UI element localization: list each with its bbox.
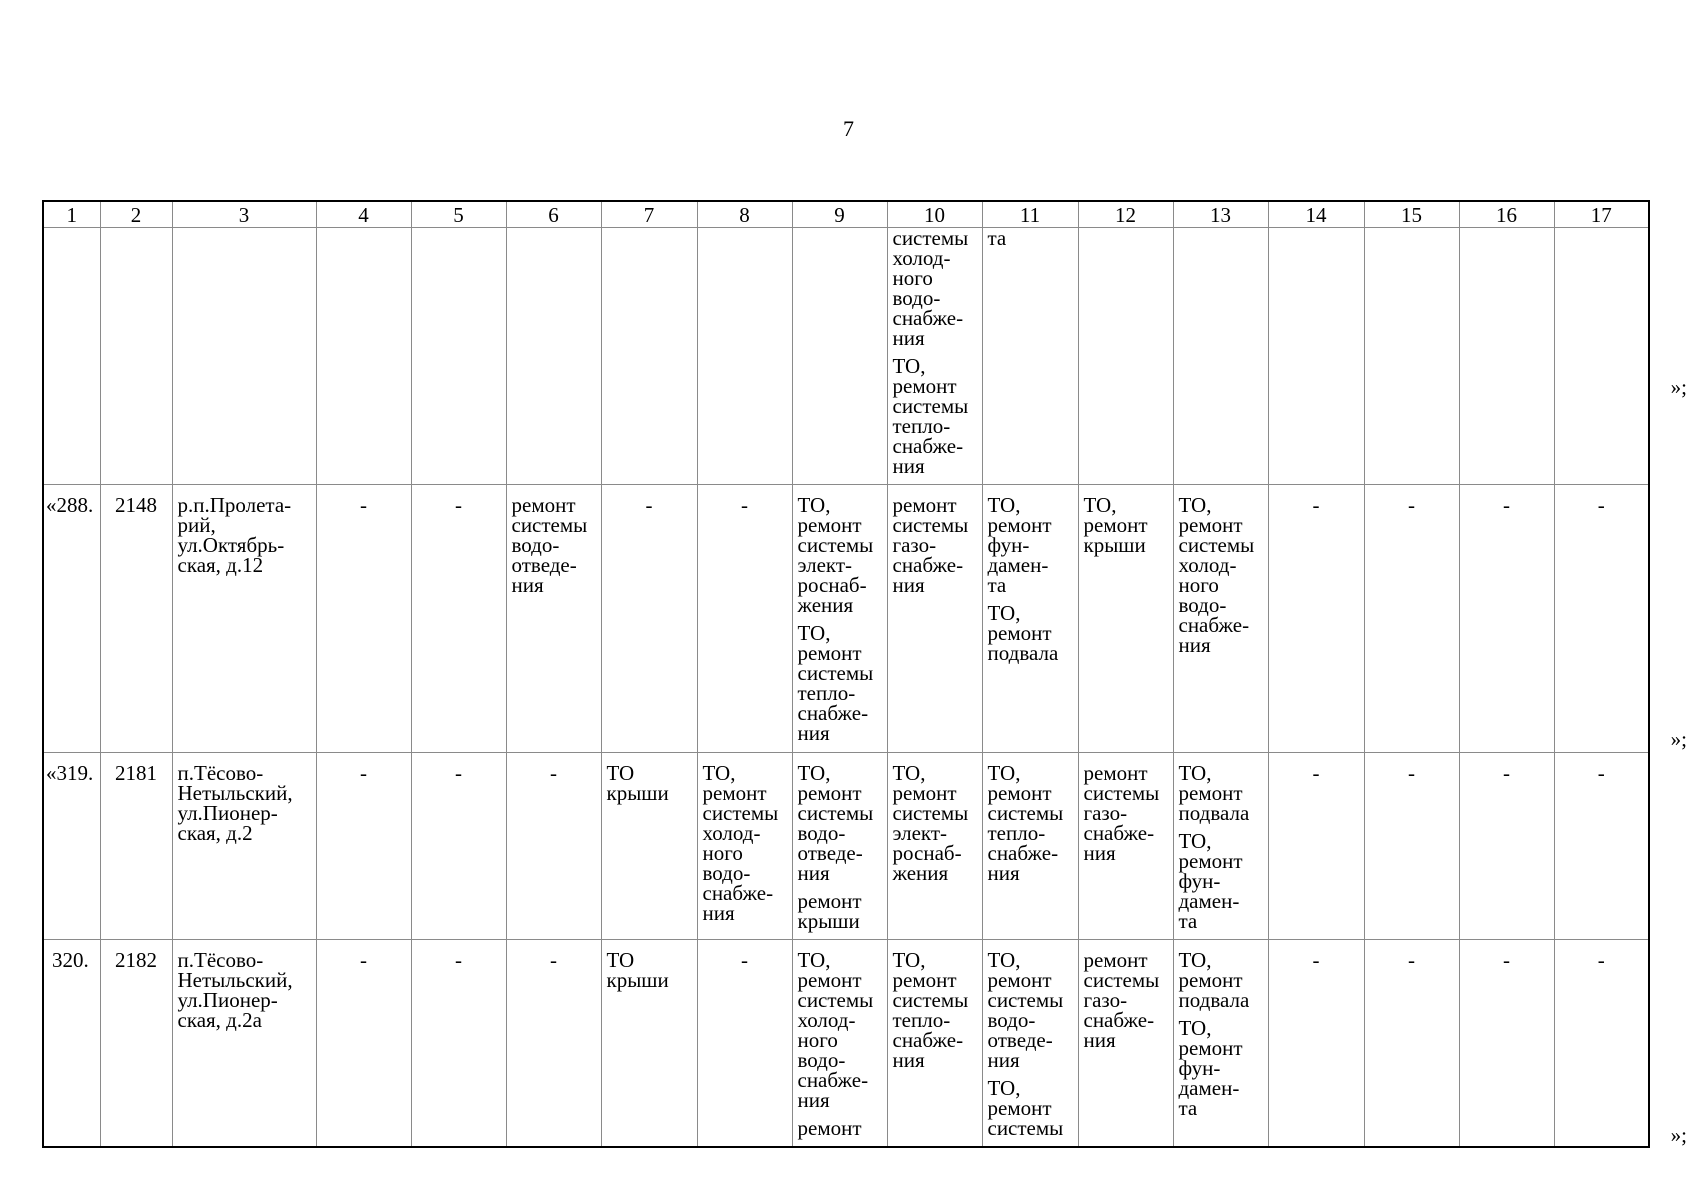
work-item <box>798 623 883 743</box>
work-item-line: ния <box>702 901 735 925</box>
work-item-line: ремонт <box>892 493 957 517</box>
work-item-line: снабже- <box>892 553 964 577</box>
work-item-line: системы <box>892 227 969 250</box>
column-number-row <box>43 201 1649 228</box>
cell-c10 <box>887 753 982 940</box>
work-item-line: газо- <box>1083 988 1128 1012</box>
work-item-line: ния <box>892 326 925 350</box>
work-item-line: системы <box>797 988 874 1012</box>
cell-c8 <box>697 228 792 485</box>
work-item-line: крыши <box>606 968 669 992</box>
work-item-line: ремонт <box>797 641 862 665</box>
work-item-line: крыши <box>606 781 669 805</box>
work-item-line: водо- <box>797 821 846 845</box>
work-item-line: ния <box>797 861 830 885</box>
work-item-line: ния <box>797 1088 830 1112</box>
cell-c7: - <box>601 485 697 753</box>
work-item-line: ТО, <box>702 761 736 785</box>
work-item-line: снабже- <box>797 1068 869 1092</box>
work-item-line: системы <box>797 661 874 685</box>
cell-c5: - <box>411 753 506 940</box>
work-item-line: ния <box>797 721 830 745</box>
column-number-1: 1 <box>43 201 100 228</box>
column-number-11: 11 <box>982 201 1078 228</box>
cell-c11 <box>982 753 1078 940</box>
column-number-14: 14 <box>1268 201 1364 228</box>
address-cell <box>172 228 316 485</box>
work-item-line: ремонт <box>797 781 862 805</box>
column-number-5: 5 <box>411 201 506 228</box>
cell-c11 <box>982 940 1078 1147</box>
work-item <box>988 228 1074 248</box>
work-item <box>988 495 1074 595</box>
table-row <box>43 228 1649 485</box>
work-item-line: ремонт <box>1178 968 1243 992</box>
work-item-line: системы <box>1178 533 1255 557</box>
work-item-line: тепло- <box>892 414 951 438</box>
work-item-line: отведе- <box>797 841 863 865</box>
closing-quote-mark: »; <box>1670 375 1687 399</box>
work-item-line: системы <box>1083 968 1160 992</box>
work-item-line: снабже- <box>892 1028 964 1052</box>
cell-c16: - <box>1459 485 1554 753</box>
cell-c6: - <box>506 940 601 1147</box>
cell-c7 <box>601 940 697 1147</box>
address-line: Нетыльский, <box>177 781 293 805</box>
work-item-line: та <box>987 227 1007 250</box>
work-item-line: снабже- <box>1083 821 1155 845</box>
table-row <box>43 485 1649 753</box>
cell-c7 <box>601 753 697 940</box>
work-item-line: крыши <box>1083 533 1146 557</box>
work-item <box>893 950 978 1070</box>
cell-c15: - <box>1364 753 1459 940</box>
work-item-line: снабже- <box>1178 613 1250 637</box>
cell-c4: - <box>316 485 411 753</box>
work-item-line: газо- <box>1083 801 1128 825</box>
cell-c6 <box>506 228 601 485</box>
address-line: р.п.Пролета- <box>177 493 292 517</box>
cell-c12 <box>1078 753 1173 940</box>
cell-c12 <box>1078 228 1173 485</box>
work-item <box>1084 495 1169 555</box>
work-item-line: ремонт <box>987 1096 1052 1120</box>
work-item-line: ремонт <box>797 889 862 913</box>
work-item-line: ремонт <box>1178 781 1243 805</box>
cell-c16: - <box>1459 940 1554 1147</box>
column-number-8: 8 <box>697 201 792 228</box>
work-item-line: ТО, <box>987 493 1021 517</box>
cell-c11 <box>982 485 1078 753</box>
work-item-line: ремонт <box>892 374 957 398</box>
cell-c12 <box>1078 485 1173 753</box>
work-item-line: ного <box>1178 573 1219 597</box>
works-table <box>42 200 1650 1148</box>
column-number-2: 2 <box>100 201 172 228</box>
work-item <box>607 950 693 990</box>
column-number-16: 16 <box>1459 201 1554 228</box>
work-item-line: дамен- <box>1178 889 1240 913</box>
object-code-cell <box>100 228 172 485</box>
work-item-line: ремонт <box>797 1116 862 1140</box>
work-item <box>1084 950 1169 1050</box>
work-item-line: водо- <box>511 533 560 557</box>
work-item <box>512 495 597 595</box>
work-item <box>798 1118 883 1138</box>
object-code-cell: 2148 <box>100 485 172 753</box>
work-item-line: снабже- <box>892 434 964 458</box>
work-item-line: ТО, <box>1178 1016 1212 1040</box>
work-item-line: ремонт <box>702 781 767 805</box>
address-line: рий, <box>177 513 216 537</box>
work-item-line: снабже- <box>1083 1008 1155 1032</box>
cell-c17 <box>1554 228 1649 485</box>
work-item-line: ния <box>1083 841 1116 865</box>
work-item-line: системы <box>797 801 874 825</box>
work-item-line: ного <box>892 266 933 290</box>
work-item-line: ТО, <box>987 1076 1021 1100</box>
work-item <box>988 1078 1074 1138</box>
work-item-line: ТО, <box>1178 829 1212 853</box>
cell-c14: - <box>1268 753 1364 940</box>
work-item-line: холод- <box>797 1008 856 1032</box>
column-number-6: 6 <box>506 201 601 228</box>
cell-c8 <box>697 753 792 940</box>
work-item-line: ТО, <box>1178 761 1212 785</box>
cell-c15: - <box>1364 485 1459 753</box>
cell-c10 <box>887 228 982 485</box>
work-item-line: отведе- <box>987 1028 1053 1052</box>
closing-quote-mark: »; <box>1670 1123 1687 1147</box>
work-item-line: элект- <box>892 821 948 845</box>
column-number-7: 7 <box>601 201 697 228</box>
cell-c9 <box>792 485 887 753</box>
work-item-line: фун- <box>1178 869 1221 893</box>
work-item-line: ТО, <box>892 948 926 972</box>
work-item-line: водо- <box>1178 593 1227 617</box>
cell-c13 <box>1173 228 1268 485</box>
cell-c10 <box>887 485 982 753</box>
work-item <box>703 763 788 923</box>
work-item-line: фун- <box>1178 1056 1221 1080</box>
work-item-line: системы <box>892 513 969 537</box>
address-line: ская, д.2а <box>177 1008 262 1032</box>
work-item-line: ния <box>511 573 544 597</box>
address-line: ул.Пионер- <box>177 988 278 1012</box>
cell-c17: - <box>1554 753 1649 940</box>
work-item <box>893 356 978 476</box>
work-item-line: жения <box>892 861 949 885</box>
work-item <box>798 950 883 1110</box>
row-number-cell: «319. <box>43 753 100 940</box>
column-number-4: 4 <box>316 201 411 228</box>
work-item-line: тепло- <box>892 1008 951 1032</box>
work-item-line: ремонт <box>987 968 1052 992</box>
work-item-line: ТО, <box>1083 493 1117 517</box>
address-cell <box>172 753 316 940</box>
cell-c14: - <box>1268 485 1364 753</box>
cell-c4: - <box>316 940 411 1147</box>
work-item-line: холод- <box>892 246 951 270</box>
work-item-line: дамен- <box>1178 1076 1240 1100</box>
work-item-line: ния <box>892 1048 925 1072</box>
work-item-line: крыши <box>797 909 860 933</box>
work-item-line: ТО, <box>892 761 926 785</box>
work-item-line: ремонт <box>797 968 862 992</box>
cell-c6 <box>506 485 601 753</box>
work-item-line: водо- <box>987 1008 1036 1032</box>
cell-c5: - <box>411 485 506 753</box>
cell-c9 <box>792 228 887 485</box>
work-item-line: роснаб- <box>892 841 962 865</box>
cell-c5: - <box>411 940 506 1147</box>
address-line: п.Тёсово- <box>177 948 264 972</box>
address-cell <box>172 940 316 1147</box>
work-item-line: ТО, <box>1178 948 1212 972</box>
address-line: ская, д.2 <box>177 821 253 845</box>
work-item-line: ремонт <box>1083 513 1148 537</box>
work-item-line: системы <box>987 988 1064 1012</box>
cell-c14: - <box>1268 940 1364 1147</box>
cell-c4: - <box>316 753 411 940</box>
work-item <box>1179 495 1264 655</box>
column-number-17: 17 <box>1554 201 1649 228</box>
work-item <box>798 891 883 931</box>
work-item-line: снабже- <box>987 841 1059 865</box>
row-number-cell: «288. <box>43 485 100 753</box>
cell-c13 <box>1173 940 1268 1147</box>
work-item-line: ТО, <box>797 621 831 645</box>
work-item-line: ремонт <box>987 781 1052 805</box>
work-item-line: ремонт <box>511 493 576 517</box>
object-code-cell: 2181 <box>100 753 172 940</box>
column-number-9: 9 <box>792 201 887 228</box>
work-item <box>988 950 1074 1070</box>
cell-c14 <box>1268 228 1364 485</box>
work-item-line: отведе- <box>511 553 577 577</box>
work-item-line: ния <box>1083 1028 1116 1052</box>
table-row <box>43 753 1649 940</box>
work-item-line: ТО <box>606 761 635 785</box>
work-item-line: ТО, <box>797 948 831 972</box>
work-item-line: ремонт <box>1083 761 1148 785</box>
work-item-line: снабже- <box>797 701 869 725</box>
work-item-line: системы <box>797 533 874 557</box>
work-item-line: ремонт <box>797 513 862 537</box>
work-item-line: ТО, <box>1178 493 1212 517</box>
work-item <box>1179 1018 1264 1118</box>
address-line: ул.Пионер- <box>177 801 278 825</box>
work-item-line: ТО, <box>987 948 1021 972</box>
work-item-line: ремонт <box>1083 948 1148 972</box>
work-item-line: жения <box>797 593 854 617</box>
work-item <box>798 495 883 615</box>
work-item-line: ремонт <box>892 968 957 992</box>
work-item-line: ремонт <box>1178 513 1243 537</box>
column-number-10: 10 <box>887 201 982 228</box>
work-item-line: ремонт <box>1178 1036 1243 1060</box>
address-line: п.Тёсово- <box>177 761 264 785</box>
work-item-line: подвала <box>1178 801 1250 825</box>
work-item-line: подвала <box>1178 988 1250 1012</box>
cell-c4 <box>316 228 411 485</box>
row-number-cell: 320. <box>43 940 100 1147</box>
work-item-line: тепло- <box>797 681 856 705</box>
work-item-line: ТО, <box>987 601 1021 625</box>
cell-c8: - <box>697 940 792 1147</box>
work-item-line: системы <box>987 1116 1064 1140</box>
cell-c9 <box>792 753 887 940</box>
cell-c17: - <box>1554 485 1649 753</box>
work-item <box>1084 763 1169 863</box>
cell-c7 <box>601 228 697 485</box>
cell-c11 <box>982 228 1078 485</box>
work-item-line: ния <box>987 861 1020 885</box>
work-item-line: дамен- <box>987 553 1049 577</box>
work-item-line: ТО, <box>987 761 1021 785</box>
work-item-line: водо- <box>797 1048 846 1072</box>
work-item-line: ТО, <box>892 354 926 378</box>
work-item-line: ния <box>892 454 925 478</box>
work-item-line: водо- <box>892 286 941 310</box>
work-item-line: ТО <box>606 948 635 972</box>
address-line: ул.Октябрь- <box>177 533 285 557</box>
cell-c15 <box>1364 228 1459 485</box>
work-item-line: снабже- <box>892 306 964 330</box>
work-item-line: элект- <box>797 553 853 577</box>
work-item-line: та <box>1178 909 1198 933</box>
work-item <box>893 228 978 348</box>
row-number-cell <box>43 228 100 485</box>
work-item-line: системы <box>702 801 779 825</box>
work-item <box>1179 831 1264 931</box>
work-item <box>607 763 693 803</box>
object-code-cell: 2182 <box>100 940 172 1147</box>
work-item-line: газо- <box>892 533 937 557</box>
work-item-line: подвала <box>987 641 1059 665</box>
cell-c15: - <box>1364 940 1459 1147</box>
column-number-12: 12 <box>1078 201 1173 228</box>
work-item <box>893 763 978 883</box>
column-number-15: 15 <box>1364 201 1459 228</box>
work-item-line: системы <box>892 801 969 825</box>
cell-c6: - <box>506 753 601 940</box>
work-item-line: ния <box>892 573 925 597</box>
cell-c9 <box>792 940 887 1147</box>
work-item-line: ремонт <box>987 513 1052 537</box>
work-item <box>988 603 1074 663</box>
work-item-line: ния <box>987 1048 1020 1072</box>
work-item-line: ного <box>702 841 743 865</box>
cell-c13 <box>1173 485 1268 753</box>
work-item-line: ТО, <box>797 761 831 785</box>
address-line: Нетыльский, <box>177 968 293 992</box>
closing-quote-mark: »; <box>1670 727 1687 751</box>
address-line: ская, д.12 <box>177 553 264 577</box>
work-item-line: холод- <box>1178 553 1237 577</box>
work-item <box>1179 763 1264 823</box>
cell-c13 <box>1173 753 1268 940</box>
work-item-line: холод- <box>702 821 761 845</box>
cell-c10 <box>887 940 982 1147</box>
table-row <box>43 940 1649 1147</box>
cell-c16: - <box>1459 753 1554 940</box>
work-item-line: системы <box>892 988 969 1012</box>
work-item-line: ремонт <box>987 621 1052 645</box>
work-item-line: ного <box>797 1028 838 1052</box>
work-item-line: ТО, <box>797 493 831 517</box>
work-item-line: системы <box>1083 781 1160 805</box>
work-item-line: ремонт <box>1178 849 1243 873</box>
cell-c16 <box>1459 228 1554 485</box>
cell-c12 <box>1078 940 1173 1147</box>
work-item-line: ремонт <box>892 781 957 805</box>
work-item <box>1179 950 1264 1010</box>
work-item-line: та <box>987 573 1007 597</box>
work-item-line: ния <box>1178 633 1211 657</box>
column-number-13: 13 <box>1173 201 1268 228</box>
cell-c8: - <box>697 485 792 753</box>
work-item-line: снабже- <box>702 881 774 905</box>
work-item-line: фун- <box>987 533 1030 557</box>
work-item-line: системы <box>892 394 969 418</box>
cell-c17: - <box>1554 940 1649 1147</box>
work-item <box>988 763 1074 883</box>
column-number-3: 3 <box>172 201 316 228</box>
work-item-line: водо- <box>702 861 751 885</box>
page-number: 7 <box>843 116 854 141</box>
work-item-line: системы <box>987 801 1064 825</box>
work-item <box>893 495 978 595</box>
work-item-line: тепло- <box>987 821 1046 845</box>
work-item-line: роснаб- <box>797 573 867 597</box>
work-item <box>798 763 883 883</box>
cell-c5 <box>411 228 506 485</box>
address-cell <box>172 485 316 753</box>
work-item-line: системы <box>511 513 588 537</box>
work-item-line: та <box>1178 1096 1198 1120</box>
